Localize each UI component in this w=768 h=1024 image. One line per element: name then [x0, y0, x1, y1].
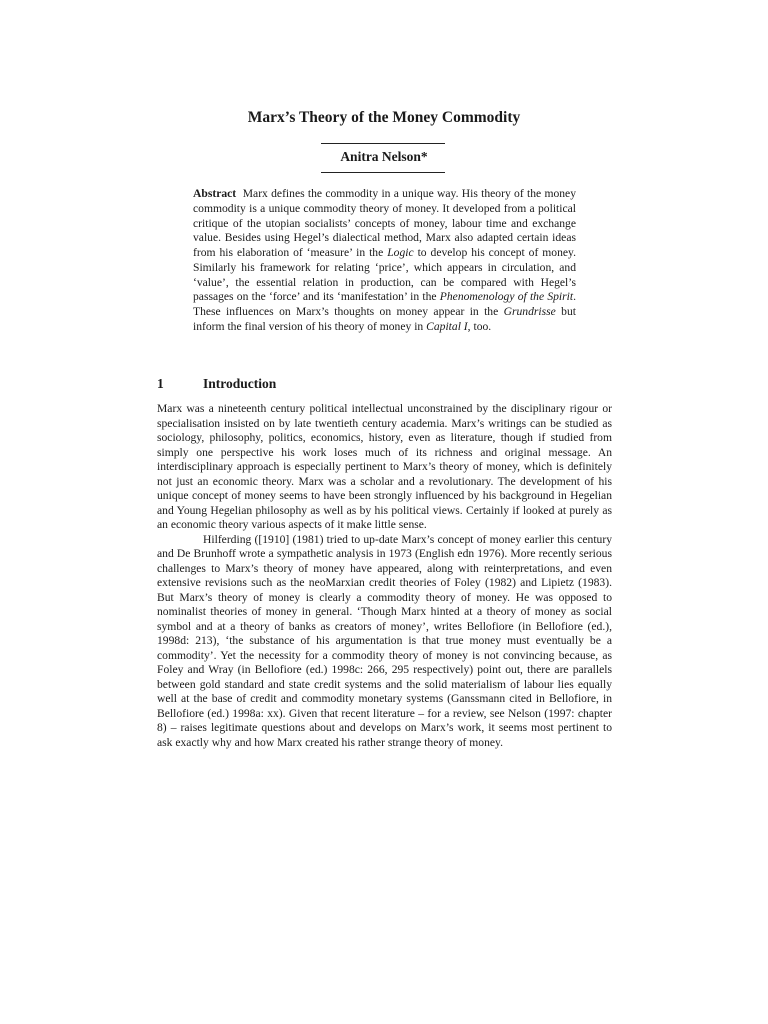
- abstract-label: Abstract: [193, 187, 237, 200]
- author-name: Anitra Nelson*: [340, 149, 428, 164]
- abstract-segment: Marx defines the commodity in a unique way. His theory of the money commodity is a unique commodity theory of money. It developed from a political critique of the utopian socialists’ concepts of money, labour time and exchange value. Besides using Hegel’s dialectical method, Marx also adapted certain ideas from his elaboration of ‘measure’ in the: [193, 187, 576, 259]
- abstract-segment-italic: Grundrisse: [503, 305, 556, 318]
- section-number: 1: [157, 376, 164, 391]
- body-paragraph-2: Hilferding ([1910] (1981) tried to up-date Marx’s concept of money earlier this century and De Brunhoff wrote a sympathetic analysis in 1973 (English edn 1976). More recently serious challenges to Marx’s theory of money have appeared, along with reinterpretations, and even extensive revisions such as the neoMarxian credit theories of Foley (1982) and Lipietz (1983). But Marx’s theory of money is clearly a commodity theory of money. He was opposed to nominalist theories of money in general. ‘Though Marx hinted at a theory of money as social symbol and at a theory of banks as creators of money’, writes Bellofiore (in Bellofiore (ed.), 1998d: 213), ‘the substance of his argumentation is that true money must eventually be a commodity’. Yet the necessity for a commodity theory of money is not convincing because, as Foley and Wray (in Bellofiore (ed.) 1998c: 266, 295 respectively) point out, there are parallels between gold standard and state credit systems and the solid materialism of labour lies equally well at the base of credit and commodity monetary systems (Ganssmann cited in Bellofiore, in Bellofiore (ed.) 1998a: xx). Given that recent literature – for a review, see Nelson (1997: chapter 8) – raises legitimate questions about and develops on Marx’s work, it seems most pertinent to ask exactly why and how Marx created his rather strange theory of money.: [157, 532, 612, 749]
- abstract-segment: to develop his concept of money. Similarly his framework for relating ‘price’, which appears in circulation, and ‘value’, the essential relation in production, can be compared with Hegel’s passages on the ‘force’ and its ‘manifestation’ in the: [193, 246, 576, 304]
- author-rule-bottom: [321, 172, 445, 173]
- abstract-segment-italic: Phenomenology of the Spirit: [439, 290, 574, 304]
- abstract-segment: but inform the final version of his theory of money in: [193, 305, 576, 333]
- paper-title: Marx’s Theory of the Money Commodity: [247, 109, 521, 126]
- abstract-segment-italic: Capital I: [426, 319, 468, 333]
- section-title: Introduction: [203, 376, 277, 391]
- section-heading: [157, 376, 276, 392]
- abstract-segment-italic: Logic: [387, 246, 414, 259]
- author-rule-top: [321, 143, 445, 144]
- abstract: [193, 187, 576, 335]
- body-paragraph-1: Marx was a nineteenth century political intellectual unconstrained by the disciplinary rigour or specialisation insisted on by late twentieth century academia. Marx’s writings can be studied as sociology, philosophy, politics, economics, history, even as literature, though if studied from simply one perspective his work loses much of its richness and original message. An interdisciplinary approach is especially pertinent to Marx’s theory of money, which is definitely not just an economic theory. Marx was a scholar and a revolutionary. The development of his unique concept of money seems to have been strongly influenced by his background in Hegelian and Young Hegelian philosophy as well as by his political views. Certainly if looked at purely as an economic theory various aspects of it make little sense.: [157, 402, 612, 531]
- abstract-segment: . These influences on Marx’s thoughts on money appear in the: [193, 290, 576, 318]
- abstract-segment: , too.: [467, 319, 492, 333]
- body-text: [157, 402, 612, 750]
